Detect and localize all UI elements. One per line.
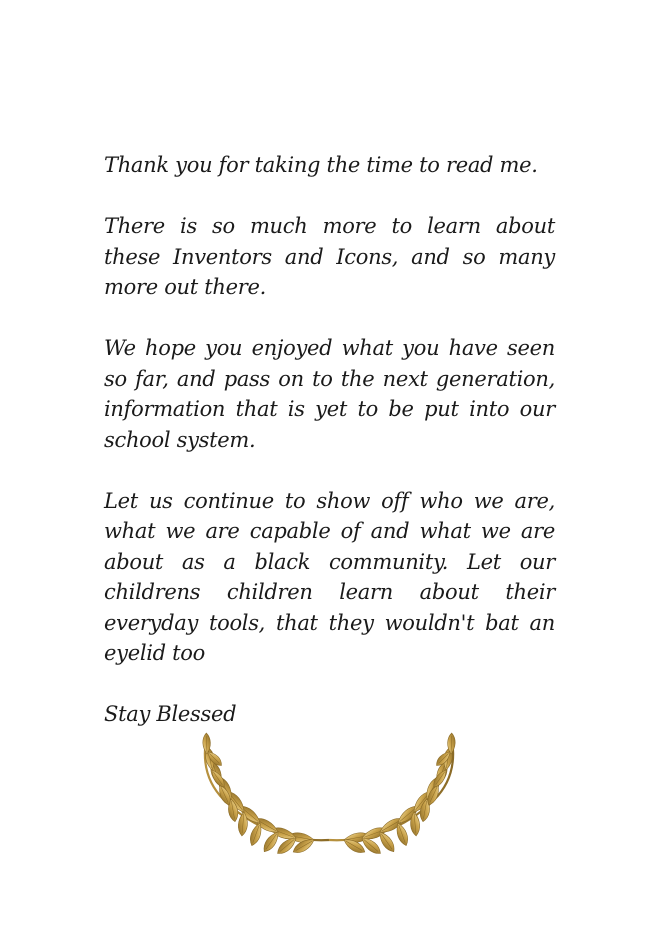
letter-body <box>104 150 555 760</box>
laurel-wreath-icon <box>184 730 474 860</box>
letter-paragraph-thanks: Thank you for taking the time to read me. <box>104 153 538 177</box>
laurel-leaves <box>203 733 456 857</box>
letter-signoff: Stay Blessed <box>104 702 237 726</box>
letter-paragraph-continue: Let us continue to show off who we are, what we are capable of and what we are about as a black community. Let our childrens children learn about their everyday tools, that they wouldn't bat an eyelid too <box>104 488 555 665</box>
letter-paragraph-hope: We hope you enjoyed what you have seen so far, and pass on to the next generation, information that is yet to be put into our school system. <box>104 336 555 452</box>
letter-paragraph-more-to-learn: There is so much more to learn about these Inventors and Icons, and so many more out there. <box>104 214 555 299</box>
